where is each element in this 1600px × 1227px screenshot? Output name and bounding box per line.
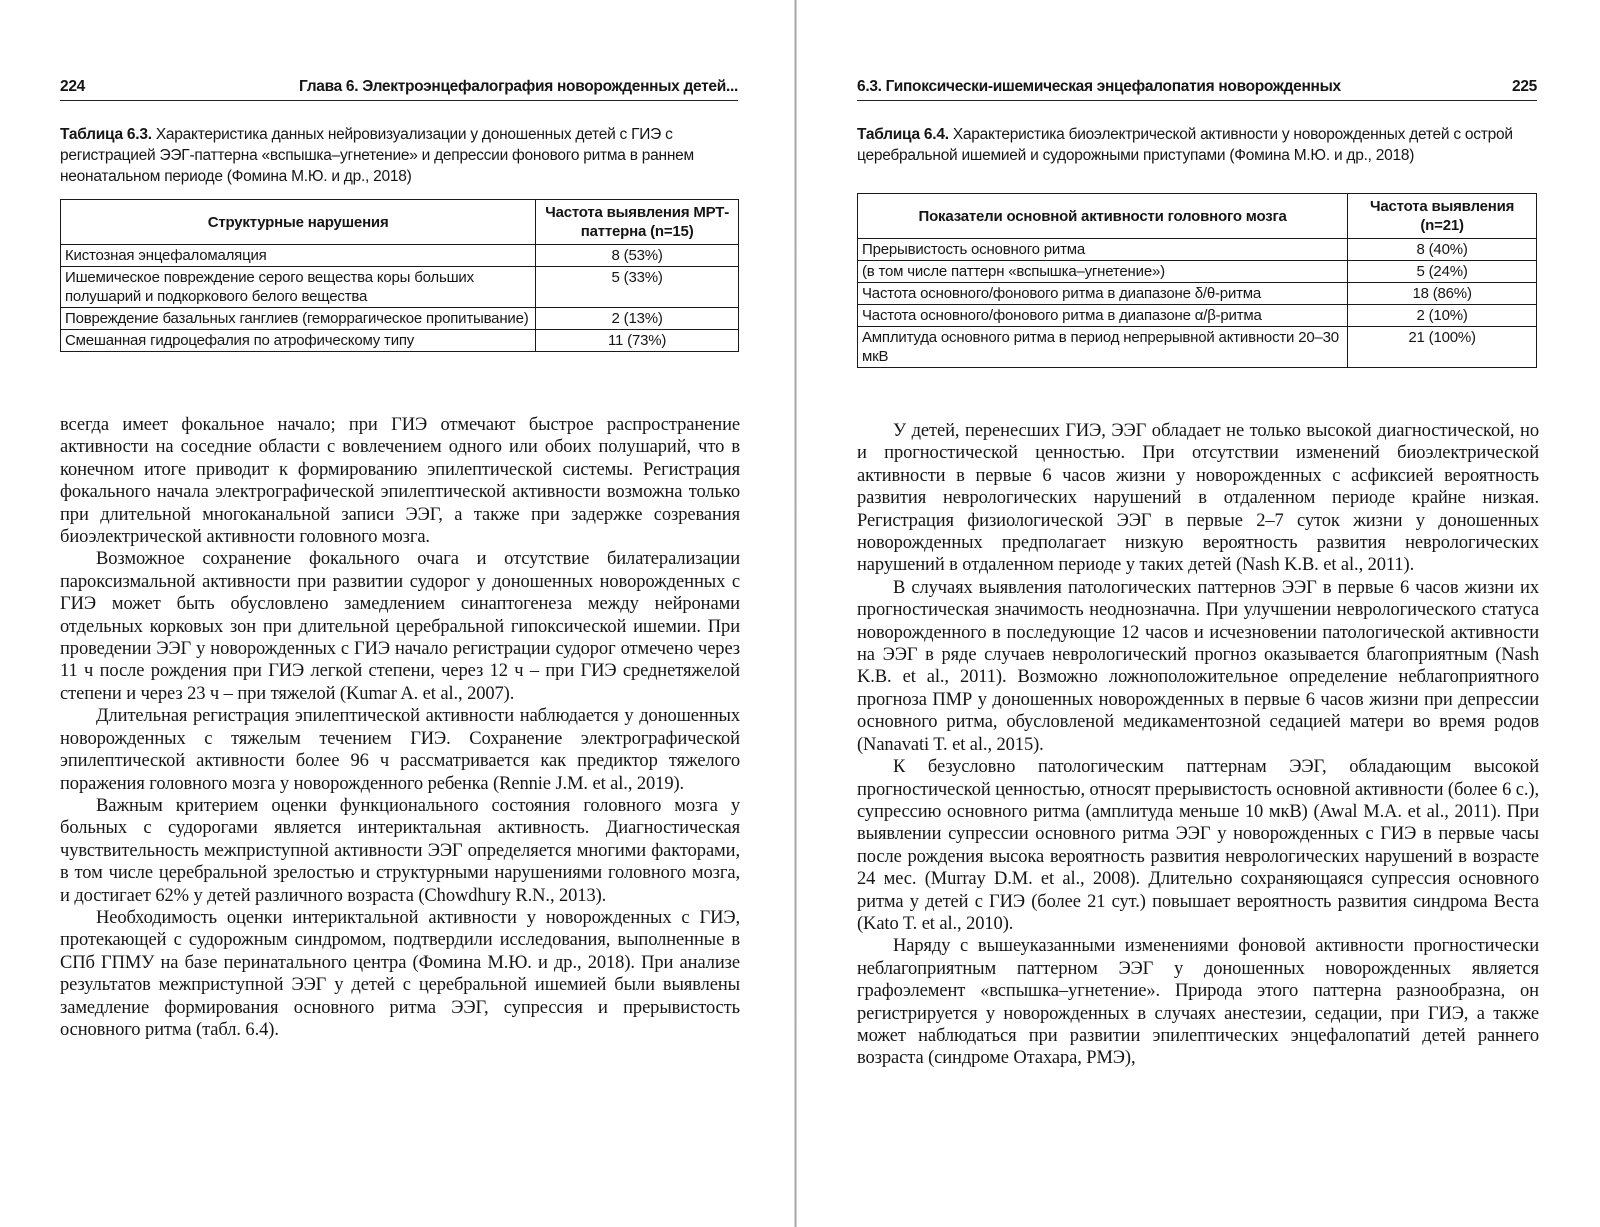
paragraph: Наряду с вышеуказанными изменениями фоновой активности прогностически неблагоприятным паттерном ЭЭГ у доношенных новорожденных является графоэлемент «вспышка–угнетение». Природа этого паттерна разнообразна, он регистрируется у новорожденных в случаях анестезии, седации, при ГИЭ, а также может наблюдаться при развитии эпилептических энцефалопатий детей раннего возраста (синдроме Отахара, РМЭ), — [857, 936, 1539, 1069]
table-cell: (в том числе паттерн «вспышка–угнетение») — [858, 261, 1348, 283]
running-head — [857, 76, 1537, 101]
table-cell: Амплитуда основного ритма в период непрерывной активности 20–30 мкВ — [858, 327, 1348, 368]
paragraph: У детей, перенесших ГИЭ, ЭЭГ обладает не только высокой диагностической, но и прогностической ценностью. При отсутствии изменений биоэлектрической активности в первые 6 часов жизни у новорожденных с асфиксией вероятность развития неврологических нарушений в отдаленном периоде крайне низкая. Регистрация физиологической ЭЭГ в первые 2–7 суток жизни у доношенных новорожденных предполагает низкую вероятность развития неврологических нарушений в отдаленном периоде у таких детей (Nash K.B. et al., 2011). — [857, 421, 1539, 576]
table-cell: Прерывистость основного ритма — [858, 239, 1348, 261]
table-cell: Частота основного/фонового ритма в диапазоне δ/θ-ритма — [858, 283, 1348, 305]
page-number: 225 — [1512, 78, 1537, 95]
table-caption-text: Характеристика биоэлектрической активности у новорожденных детей с острой церебральной ишемией и судорожными приступами (Фомина М.Ю. и др., 2018) — [857, 126, 1513, 164]
table-cell: 8 (53%) — [536, 245, 739, 267]
paragraph: Важным критерием оценки функционального состояния головного мозга у больных с судорогами является интериктальная активность. Диагностическая чувствительность межприступной активности ЭЭГ определяется многими факторами, в том числе церебральной зрелостью и структурными нарушениями головного мозга, и достигает 62% у детей различного возраста (Chowdhury R.N., 2013). — [60, 795, 740, 906]
right-page — [797, 0, 1600, 1227]
table-row — [858, 261, 1537, 283]
running-head-title: 6.3. Гипоксически-ишемическая энцефалопатия новорожденных — [857, 78, 1341, 95]
table-cell: Кистозная энцефаломаляция — [61, 245, 536, 267]
table-row — [858, 305, 1537, 327]
table-header-cell: Структурные нарушения — [61, 200, 536, 245]
table-cell: 2 (13%) — [536, 308, 739, 330]
table-row — [61, 245, 739, 267]
table-caption-text: Характеристика данных нейровизуализации у доношенных детей с ГИЭ с регистрацией ЭЭГ-паттерна «вспышка–угнетение» и депрессии фонового ритма в раннем неонатальном периоде (Фомина М.Ю. и др., 2018) — [60, 126, 694, 185]
data-table — [60, 199, 739, 352]
table-row — [61, 330, 739, 352]
page-number: 224 — [60, 78, 85, 95]
data-table — [857, 193, 1537, 368]
table-caption-label: Таблица 6.4. — [857, 126, 949, 143]
table-row — [858, 327, 1537, 368]
paragraph: К безусловно патологическим паттернам ЭЭГ, обладающим высокой прогностической ценностью, относят прерывистость основной активности (более 6 с.), супрессию основного ритма (амплитуда меньше 10 мкВ) (Awal M.A. et al., 2011). При выявлении супрессии основного ритма ЭЭГ у новорожденных с ГИЭ в первые часы после рождения высока вероятность развития неврологических нарушений в возрасте 24 мес. (Murray D.M. et al., 2008). Длительно сохраняющаяся супрессия основного ритма у детей с ГИЭ (более 21 сут.) повышает вероятность развития синдрома Веста (Kato T. et al., 2010). — [857, 757, 1539, 934]
running-head-title: Глава 6. Электроэнцефалография новорожденных детей... — [298, 78, 738, 95]
running-head — [60, 76, 738, 101]
table-header-row — [61, 200, 739, 245]
body-text — [857, 420, 1539, 1070]
paragraph: Возможное сохранение фокального очага и отсутствие билатерализации пароксизмальной активности при развитии судорог у доношенных новорожденных с ГИЭ может быть обусловлено замедлением синаптогенеза между нейронами отдельных корковых зон при длительной церебральной гипоксической ишемии. При проведении ЭЭГ у новорожденных с ГИЭ начало регистрации судорог отмечено через 11 ч после рождения при ГИЭ легкой степени, через 12 ч – при ГИЭ среднетяжелой степени и через 23 ч – при тяжелой (Kumar A. et al., 2007). — [60, 549, 740, 704]
table-header-cell: Показатели основной активности головного мозга — [858, 194, 1348, 239]
paragraph: всегда имеет фокальное начало; при ГИЭ отмечают быстрое распространение активности на соседние области с вовлечением одного или обоих полушарий, что в конечном итоге приводит к формированию эпилептической системы. Регистрация фокального начала электрографической эпилептической активности возможна только при длительной многоканальной записи ЭЭГ, а также при задержке созревания биоэлектрической активности головного мозга. — [60, 415, 740, 548]
paragraph: В случаях выявления патологических паттернов ЭЭГ в первые 6 часов жизни их прогностическая значимость неоднозначна. При улучшении неврологического статуса новорожденного в последующие 12 часов и исчезновении патологической активности на ЭЭГ в ряде случаев неврологический прогноз оказывается благоприятным (Nash K.B. et al., 2011). Возможно ложноположительное определение неблагоприятного прогноза ПМР у доношенных новорожденных в первые 6 часов жизни при депрессии основного ритма, обусловленой медикаментозной седацией матери во время родов (Nanavati T. et al., 2015). — [857, 577, 1539, 755]
table-header-cell: Частота выявления МРТ-паттерна (n=15) — [536, 200, 739, 245]
table-cell: 2 (10%) — [1348, 305, 1537, 327]
table-row — [858, 283, 1537, 305]
table-cell: Смешанная гидроцефалия по атрофическому типу — [61, 330, 536, 352]
table-cell: Повреждение базальных ганглиев (геморрагическое пропитывание) — [61, 308, 536, 330]
table-cell: 11 (73%) — [536, 330, 739, 352]
table-header-cell: Частота выявления (n=21) — [1348, 194, 1537, 239]
table-cell: Частота основного/фонового ритма в диапазоне α/β-ритма — [858, 305, 1348, 327]
table-cell: 18 (86%) — [1348, 283, 1537, 305]
table-row — [858, 239, 1537, 261]
table-cell: 8 (40%) — [1348, 239, 1537, 261]
table-caption-label: Таблица 6.3. — [60, 126, 152, 143]
table-cell: 5 (33%) — [536, 267, 739, 308]
table-row — [61, 267, 739, 308]
table-header-row — [858, 194, 1537, 239]
table-cell: 5 (24%) — [1348, 261, 1537, 283]
table-row — [61, 308, 739, 330]
table-cell: Ишемическое повреждение серого вещества коры больших полушарий и подкоркового белого вещества — [61, 267, 536, 308]
left-page — [0, 0, 795, 1227]
paragraph: Длительная регистрация эпилептической активности наблюдается у доношенных новорожденных с тяжелым течением ГИЭ. Сохранение электрографической эпилептической активности более 96 ч рассматривается как предиктор тяжелого поражения головного мозга у новорожденного ребенка (Rennie J.M. et al., 2019). — [60, 706, 740, 794]
table-caption — [60, 124, 740, 187]
body-text — [60, 414, 740, 1041]
table-cell: 21 (100%) — [1348, 327, 1537, 368]
paragraph: Необходимость оценки интериктальной активности у новорожденных с ГИЭ, протекающей с судорожным синдромом, подтвердили исследования, выполненные в СПб ГПМУ на базе перинатального центра (Фомина М.Ю. и др., 2018). При анализе результатов межприступной ЭЭГ у детей с церебральной ишемией были выявлены замедление формирования основного ритма ЭЭГ, супрессия и прерывистость основного ритма (табл. 6.4). — [60, 907, 740, 1040]
table-caption — [857, 124, 1539, 166]
